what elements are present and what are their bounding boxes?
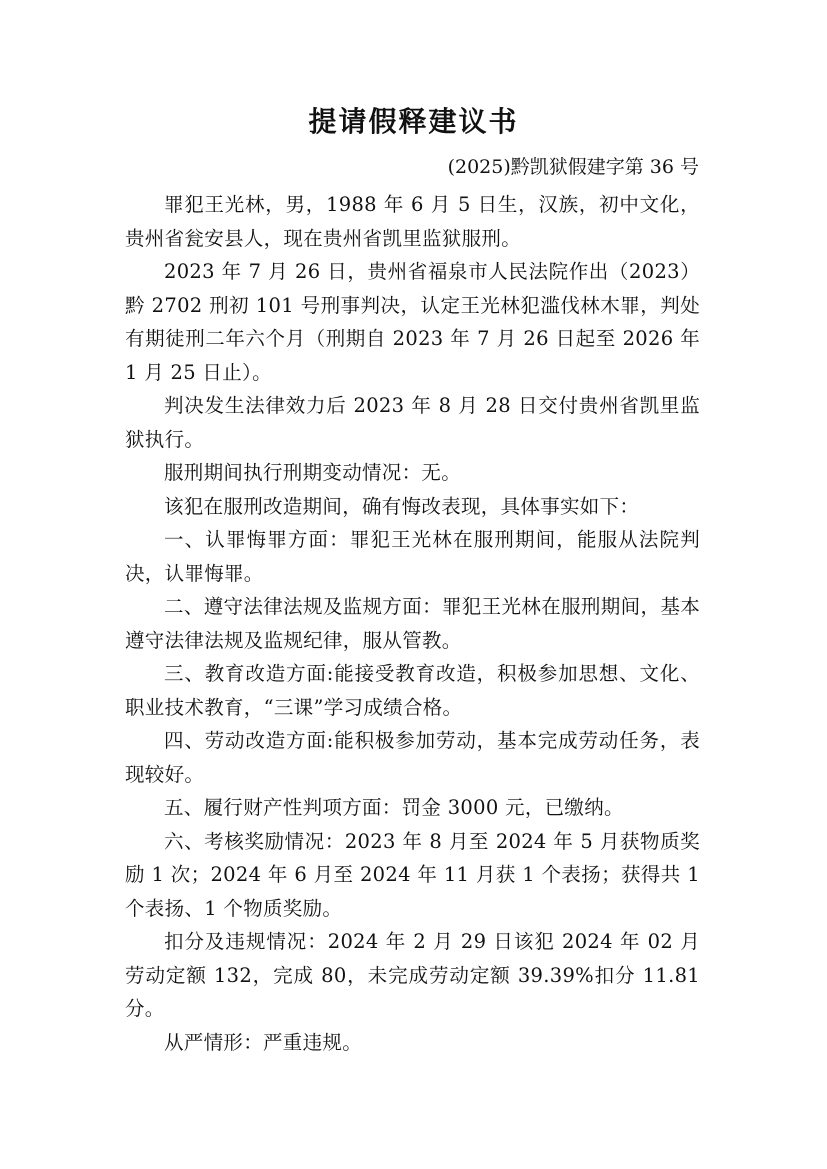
paragraph-admit-guilt: 一、认罪悔罪方面：罪犯王光林在服刑期间，能服从法院判决，认罪悔罪。 [125,528,700,585]
paragraph-obey-rules: 二、遵守法律法规及监规方面：罪犯王光林在服刑期间，基本遵守法律法规及监规纪律，服从管教。 [125,595,700,652]
document-title: 提请假释建议书 [308,105,519,138]
paragraph-education: 三、教育改造方面:能接受教育改造，积极参加思想、文化、职业技术教育，“三课”学习成绩合格。 [125,662,700,719]
document-number: (2025)黔凯狱假建字第 36 号 [447,156,699,178]
paragraph-repentance-intro: 该犯在服刑改造期间，确有悔改表现，具体事实如下： [164,494,640,518]
paragraph-labor: 四、劳动改造方面:能积极参加劳动，基本完成劳动任务，表现较好。 [125,729,700,786]
paragraph-rewards: 六、考核奖励情况：2023 年 8 月至 2024 年 5 月获物质奖励 1 次；2024 年 6 月至 2024 年 11 月获 1 个表扬；获得共 1 个表扬、1 个物质奖励。 [125,829,700,920]
paragraph-execution: 判决发生法律效力后 2023 年 8 月 28 日交付贵州省凯里监狱执行。 [125,394,700,451]
paragraph-strict-circumstances: 从严情形：严重违规。 [164,1030,363,1054]
document-body [125,188,700,1059]
paragraph-property: 五、履行财产性判项方面：罚金 3000 元，已缴纳。 [164,796,624,819]
paragraph-sentence-change: 服刑期间执行刑期变动情况：无。 [164,461,462,484]
paragraph-violations: 扣分及违规情况：2024 年 2 月 29 日该犯 2024 年 02 月劳动定额 132，完成 80，未完成劳动定额 39.39%扣分 11.81 分。 [125,930,700,1020]
paragraph-judgment: 2023 年 7 月 26 日，贵州省福泉市人民法院作出（2023）黔 2702 刑初 101 号刑事判决，认定王光林犯滥伐林木罪，判处有期徒刑二年六个月（刑期自 2023 年 7 月 26 日起至 2026 年 1 月 25 日止）。 [125,260,700,384]
paragraph-criminal-info: 罪犯王光林，男，1988 年 6 月 5 日生，汉族，初中文化，贵州省瓮安县人，现在贵州省凯里监狱服刑。 [125,193,700,250]
